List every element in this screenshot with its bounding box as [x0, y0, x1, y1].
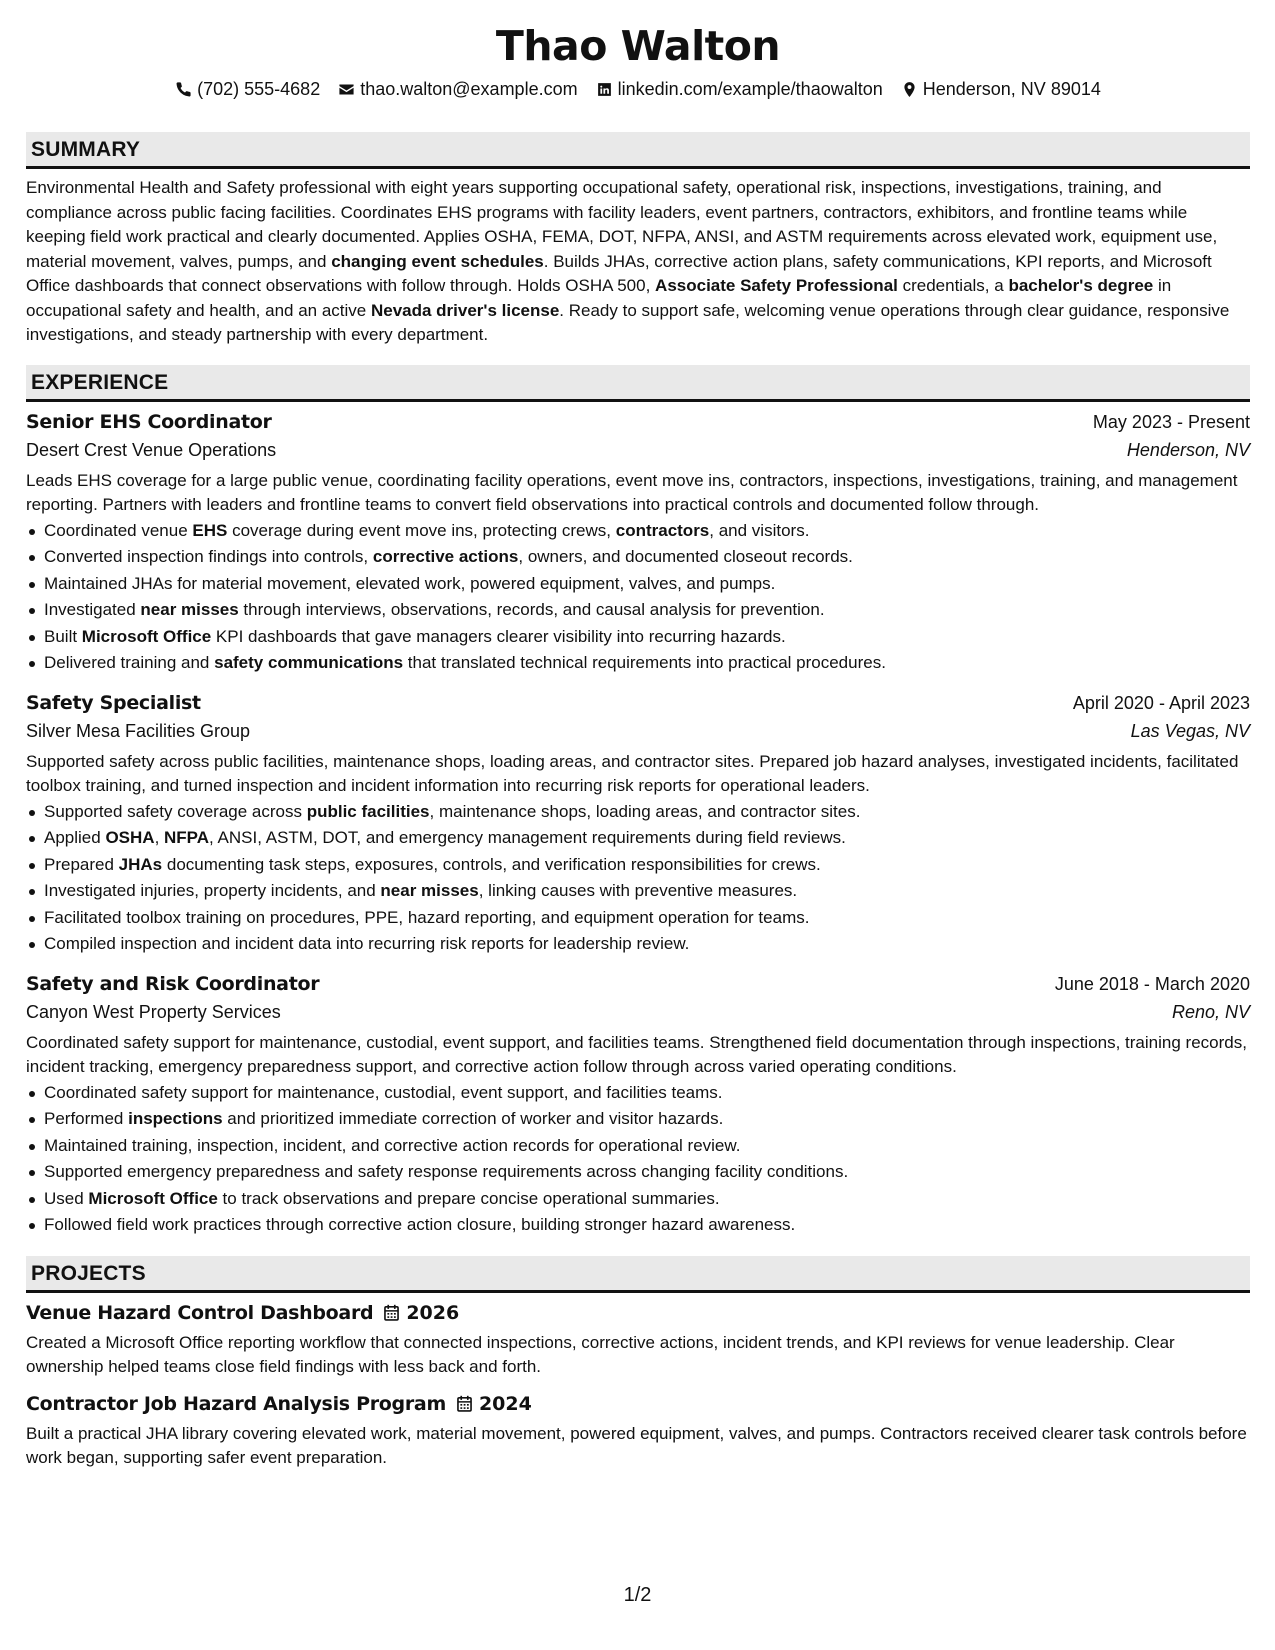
contact-email[interactable] [338, 79, 577, 100]
envelope-icon [338, 81, 355, 98]
project-entry [26, 1393, 1250, 1470]
project-description: Built a practical JHA library covering elevated work, material movement, powered equipment, valves, and pumps. Contractors received clearer task controls before work began, supporting safer event preparation. [26, 1423, 1247, 1467]
section-header-experience: EXPERIENCE [26, 365, 1250, 402]
bullet-item: Maintained training, inspection, incident, and corrective action records for operational review. [26, 1133, 1250, 1160]
bullet-item: Coordinated venue EHS coverage during event move ins, protecting crews, contractors, and visitors. [26, 518, 1250, 545]
bullet-item: Supported emergency preparedness and safety response requirements across changing facility conditions. [26, 1159, 1250, 1186]
location-text: Henderson, NV 89014 [922, 79, 1101, 99]
job-dates: June 2018 - March 2020 [1054, 973, 1250, 994]
job-entry [26, 411, 1250, 677]
job-location: Reno, NV [1171, 1001, 1250, 1022]
job-company: Desert Crest Venue Operations [26, 439, 277, 460]
job-title: Senior EHS Coordinator [26, 410, 272, 433]
project-title: Contractor Job Hazard Analysis Program [26, 1392, 446, 1415]
phone-text: (702) 555-4682 [197, 79, 321, 99]
job-company: Silver Mesa Facilities Group [26, 720, 251, 741]
project-year: 2026 [406, 1301, 460, 1324]
job-dates: May 2023 - Present [1092, 411, 1250, 432]
contact-phone [175, 79, 320, 100]
job-bullets [26, 518, 1250, 677]
contact-location [901, 79, 1101, 100]
bullet-item: Coordinated safety support for maintenance, custodial, event support, and facilities teams. [26, 1080, 1250, 1107]
bullet-item: Built Microsoft Office KPI dashboards that gave managers clearer visibility into recurring hazards. [26, 624, 1250, 651]
project-title: Venue Hazard Control Dashboard [26, 1301, 374, 1324]
job-description: Coordinated safety support for maintenance, custodial, event support, and facilities teams. Strengthened field documentation through inspections, training records, incident tracking, emergency preparedness support, and corrective action follow through across varied operating conditions. [26, 1032, 1247, 1076]
summary-text: Environmental Health and Safety professional with eight years supporting occupational safety, operational risk, inspections, investigations, training, and compliance across public facing facilities. Coordinates EHS programs with facility leaders, event partners, contractors, exhibitors, and frontline teams while keeping field work practical and clearly documented. Applies OSHA, FEMA, DOT, NFPA, ANSI, and ASTM requirements across elevated work, equipment use, material movement, valves, pumps, and changing event schedules. Builds JHAs, corrective action plans, safety communications, KPI reports, and Microsoft Office dashboards that connect observations with follow through. Holds OSHA 500, Associate Safety Professional credentials, a bachelor's degree in occupational safety and health, and an active Nevada driver's license. Ready to support safe, welcoming venue operations through clear guidance, responsive investigations, and steady partnership with every department. [26, 178, 1230, 344]
candidate-name: Thao Walton [495, 22, 781, 70]
bullet-item: Delivered training and safety communications that translated technical requirements into practical procedures. [26, 650, 1250, 677]
job-header-row [26, 411, 1250, 433]
contact-bar [26, 79, 1250, 100]
bullet-item: Used Microsoft Office to track observations and prepare concise operational summaries. [26, 1186, 1250, 1213]
job-company-row [26, 1002, 1250, 1023]
bullet-item: Maintained JHAs for material movement, elevated work, powered equipment, valves, and pumps. [26, 571, 1250, 598]
job-bullets [26, 799, 1250, 958]
job-location: Henderson, NV [1126, 439, 1250, 460]
bullet-item: Prepared JHAs documenting task steps, exposures, controls, and verification responsibilities for crews. [26, 852, 1250, 879]
project-title-row [26, 1393, 1250, 1415]
job-description: Leads EHS coverage for a large public venue, coordinating facility operations, event move ins, contractors, inspections, investigations, training, and management reporting. Partners with leaders and frontline teams to convert field observations into practical controls and documented follow through. [26, 470, 1238, 514]
projects-list [26, 1302, 1250, 1470]
job-entry [26, 973, 1250, 1239]
bullet-item: Performed inspections and prioritized immediate correction of worker and visitor hazards. [26, 1106, 1250, 1133]
calendar-icon [383, 1304, 400, 1322]
job-company-row [26, 440, 1250, 461]
project-description: Created a Microsoft Office reporting workflow that connected inspections, corrective actions, incident trends, and KPI reviews for venue leadership. Clear ownership helped teams close field findings with less back and forth. [26, 1332, 1175, 1376]
job-company-row [26, 721, 1250, 742]
bullet-item: Supported safety coverage across public facilities, maintenance shops, loading areas, and contractor sites. [26, 799, 1250, 826]
contact-linkedin[interactable] [596, 79, 883, 100]
job-entry [26, 692, 1250, 958]
bullet-item: Followed field work practices through corrective action closure, building stronger hazard awareness. [26, 1212, 1250, 1239]
project-title-row [26, 1302, 1250, 1324]
bullet-item: Compiled inspection and incident data into recurring risk reports for leadership review. [26, 931, 1250, 958]
linkedin-link[interactable]: linkedin.com/example/thaowalton [617, 79, 883, 99]
map-pin-icon [901, 81, 918, 98]
job-header-row [26, 692, 1250, 714]
bullet-item: Converted inspection findings into controls, corrective actions, owners, and documented closeout records. [26, 544, 1250, 571]
section-header-projects: PROJECTS [26, 1256, 1250, 1293]
bullet-item: Investigated near misses through interviews, observations, records, and causal analysis for prevention. [26, 597, 1250, 624]
bullet-item: Applied OSHA, NFPA, ANSI, ASTM, DOT, and emergency management requirements during field reviews. [26, 825, 1250, 852]
project-date [456, 1393, 532, 1415]
experience-list [26, 411, 1250, 1239]
bullet-item: Facilitated toolbox training on procedures, PPE, hazard reporting, and equipment operation for teams. [26, 905, 1250, 932]
job-dates: April 2020 - April 2023 [1072, 692, 1250, 713]
calendar-icon [456, 1395, 473, 1413]
project-entry [26, 1302, 1250, 1379]
job-title: Safety Specialist [26, 691, 201, 714]
email-link[interactable]: thao.walton@example.com [360, 79, 578, 99]
project-date [383, 1302, 459, 1324]
job-company: Canyon West Property Services [26, 1001, 281, 1022]
job-header-row [26, 973, 1250, 995]
job-location: Las Vegas, NV [1130, 720, 1250, 741]
bullet-item: Investigated injuries, property incidents, and near misses, linking causes with preventive measures. [26, 878, 1250, 905]
job-title: Safety and Risk Coordinator [26, 972, 320, 995]
linkedin-icon [596, 81, 613, 98]
job-bullets [26, 1080, 1250, 1239]
resume-page [26, 0, 1250, 1470]
job-description: Supported safety across public facilities, maintenance shops, loading areas, and contractor sites. Prepared job hazard analyses, investigated incidents, facilitated toolbox training, and turned inspection and incident information into recurring risk reports for operational leaders. [26, 751, 1239, 795]
phone-icon [175, 81, 192, 98]
project-year: 2024 [478, 1392, 532, 1415]
section-header-summary: SUMMARY [26, 132, 1250, 169]
page-number: 1/2 [623, 1584, 652, 1606]
